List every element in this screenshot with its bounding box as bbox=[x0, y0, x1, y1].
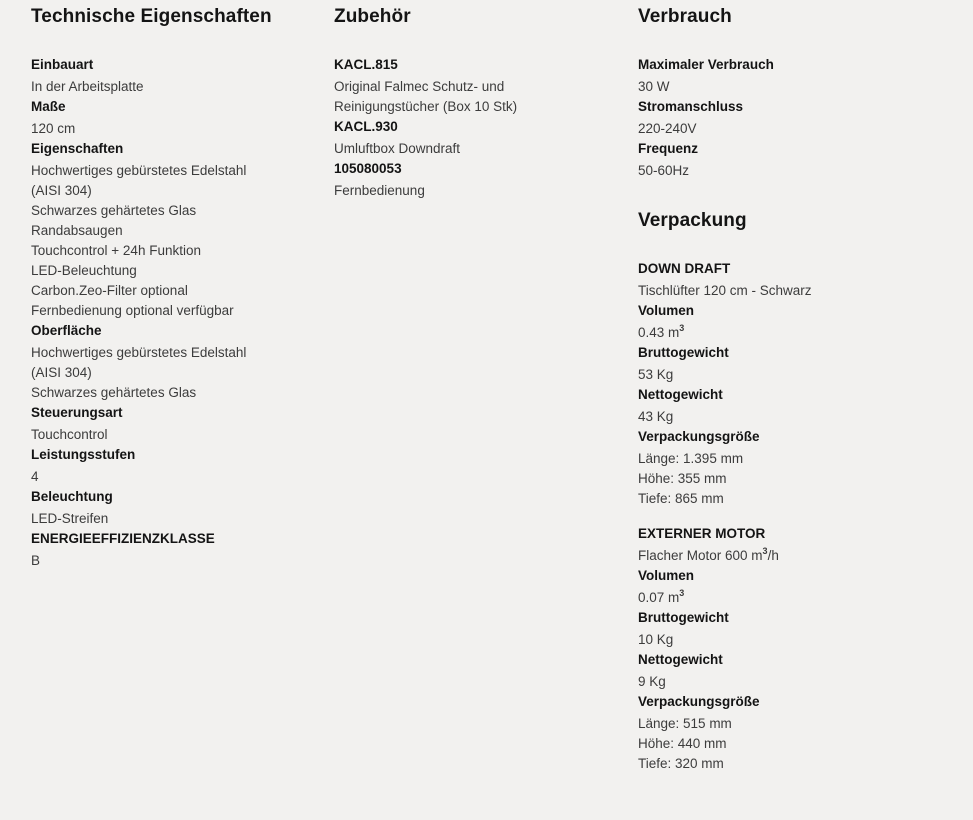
accessory-code: KACL.930 bbox=[334, 119, 398, 134]
volume-exponent: 3 bbox=[679, 588, 685, 598]
packaging-external-motor bbox=[638, 524, 958, 774]
technical-properties-list bbox=[31, 55, 321, 571]
package-length: Länge: 515 mm bbox=[638, 716, 732, 731]
package-depth: Tiefe: 320 mm bbox=[638, 756, 724, 771]
accessory-description: Umluftbox Downdraft bbox=[334, 141, 461, 156]
spec-value: Touchcontrol + 24h Funktion bbox=[31, 243, 201, 258]
spec-group-energieeffizienzklasse bbox=[31, 529, 321, 571]
volume-number: 0.43 m bbox=[638, 325, 680, 340]
package-height: Höhe: 440 mm bbox=[638, 736, 727, 751]
spec-label: Bruttogewicht bbox=[638, 345, 729, 360]
spec-value: 30 W bbox=[638, 79, 670, 94]
spec-value: Hochwertiges gebürstetes Edelstahl bbox=[31, 345, 247, 360]
spec-label: Volumen bbox=[638, 568, 695, 583]
spec-value: 9 Kg bbox=[638, 674, 666, 689]
accessory-code: 105080053 bbox=[334, 161, 402, 176]
volume-exponent: 3 bbox=[679, 323, 685, 333]
spec-label: Nettogewicht bbox=[638, 387, 723, 402]
spec-value: 220-240V bbox=[638, 121, 697, 136]
technical-properties-column bbox=[31, 0, 321, 571]
spec-value: LED-Streifen bbox=[31, 511, 109, 526]
accessories-list bbox=[334, 55, 624, 201]
consumption-heading: Verbrauch bbox=[638, 6, 732, 27]
accessory-item-kacl930 bbox=[334, 117, 624, 159]
spec-label: Nettogewicht bbox=[638, 652, 723, 667]
accessory-item-105080053 bbox=[334, 159, 624, 201]
spec-group-beleuchtung bbox=[31, 487, 321, 529]
spec-value: Touchcontrol bbox=[31, 427, 108, 442]
spec-value: LED-Beleuchtung bbox=[31, 263, 137, 278]
spec-value: 4 bbox=[31, 469, 39, 484]
spec-value: Schwarzes gehärtetes Glas bbox=[31, 203, 197, 218]
spec-value: (AISI 304) bbox=[31, 183, 92, 198]
spec-label: Leistungsstufen bbox=[31, 447, 136, 462]
spec-group-leistungsstufen bbox=[31, 445, 321, 487]
spec-value: Carbon.Zeo-Filter optional bbox=[31, 283, 188, 298]
spec-value: (AISI 304) bbox=[31, 365, 92, 380]
spec-label: Verpackungsgröße bbox=[638, 429, 760, 444]
spec-group-einbauart bbox=[31, 55, 321, 97]
package-name: EXTERNER MOTOR bbox=[638, 526, 766, 541]
spec-group-masse bbox=[31, 97, 321, 139]
consumption-list bbox=[638, 55, 958, 181]
spec-label: ENERGIEEFFIZIENZKLASSE bbox=[31, 531, 215, 546]
spec-value: 50-60Hz bbox=[638, 163, 690, 178]
packaging-heading: Verpackung bbox=[638, 210, 747, 231]
package-description bbox=[638, 546, 958, 566]
spec-label: Frequenz bbox=[638, 141, 699, 156]
accessory-item-kacl815 bbox=[334, 55, 624, 117]
description-exponent: 3 bbox=[762, 546, 768, 556]
spec-value: 10 Kg bbox=[638, 632, 674, 647]
spec-value: Schwarzes gehärtetes Glas bbox=[31, 385, 197, 400]
spec-label: Beleuchtung bbox=[31, 489, 113, 504]
accessory-description: Fernbedienung bbox=[334, 183, 425, 198]
volume-value bbox=[638, 588, 958, 608]
spec-group-steuerungsart bbox=[31, 403, 321, 445]
spec-group-eigenschaften bbox=[31, 139, 321, 321]
package-name: DOWN DRAFT bbox=[638, 261, 731, 276]
spec-group-frequency bbox=[638, 139, 958, 181]
description-prefix: Flacher Motor 600 m bbox=[638, 548, 763, 563]
spec-group-power-connection bbox=[638, 97, 958, 139]
spec-value: B bbox=[31, 553, 41, 568]
accessory-description: Original Falmec Schutz- und bbox=[334, 79, 505, 94]
package-description: Tischlüfter 120 cm - Schwarz bbox=[638, 283, 812, 298]
package-length: Länge: 1.395 mm bbox=[638, 451, 744, 466]
package-depth: Tiefe: 865 mm bbox=[638, 491, 724, 506]
accessories-heading: Zubehör bbox=[334, 6, 411, 27]
spec-value: Hochwertiges gebürstetes Edelstahl bbox=[31, 163, 247, 178]
spec-value: In der Arbeitsplatte bbox=[31, 79, 144, 94]
spec-group-oberflaeche bbox=[31, 321, 321, 403]
spec-value: Fernbedienung optional verfügbar bbox=[31, 303, 234, 318]
spec-value: 43 Kg bbox=[638, 409, 674, 424]
technical-properties-heading: Technische Eigenschaften bbox=[31, 6, 272, 27]
volume-value bbox=[638, 323, 958, 343]
spec-group-max-consumption bbox=[638, 55, 958, 97]
spec-label: Stromanschluss bbox=[638, 99, 744, 114]
spec-label: Verpackungsgröße bbox=[638, 694, 760, 709]
package-height: Höhe: 355 mm bbox=[638, 471, 727, 486]
spec-label: Einbauart bbox=[31, 57, 94, 72]
spec-label: Eigenschaften bbox=[31, 141, 124, 156]
volume-number: 0.07 m bbox=[638, 590, 680, 605]
description-suffix: /h bbox=[767, 548, 779, 563]
spec-label: Steuerungsart bbox=[31, 405, 123, 420]
accessory-code: KACL.815 bbox=[334, 57, 398, 72]
spec-value: Randabsaugen bbox=[31, 223, 123, 238]
accessories-column bbox=[334, 0, 624, 201]
spec-label: Bruttogewicht bbox=[638, 610, 729, 625]
spec-label: Volumen bbox=[638, 303, 695, 318]
accessory-description: Reinigungstücher (Box 10 Stk) bbox=[334, 99, 518, 114]
spec-value: 53 Kg bbox=[638, 367, 674, 382]
consumption-packaging-column bbox=[638, 0, 958, 774]
packaging-down-draft bbox=[638, 259, 958, 509]
spec-label: Oberfläche bbox=[31, 323, 102, 338]
spec-value: 120 cm bbox=[31, 121, 76, 136]
spec-label: Maße bbox=[31, 99, 66, 114]
spec-label: Maximaler Verbrauch bbox=[638, 57, 774, 72]
